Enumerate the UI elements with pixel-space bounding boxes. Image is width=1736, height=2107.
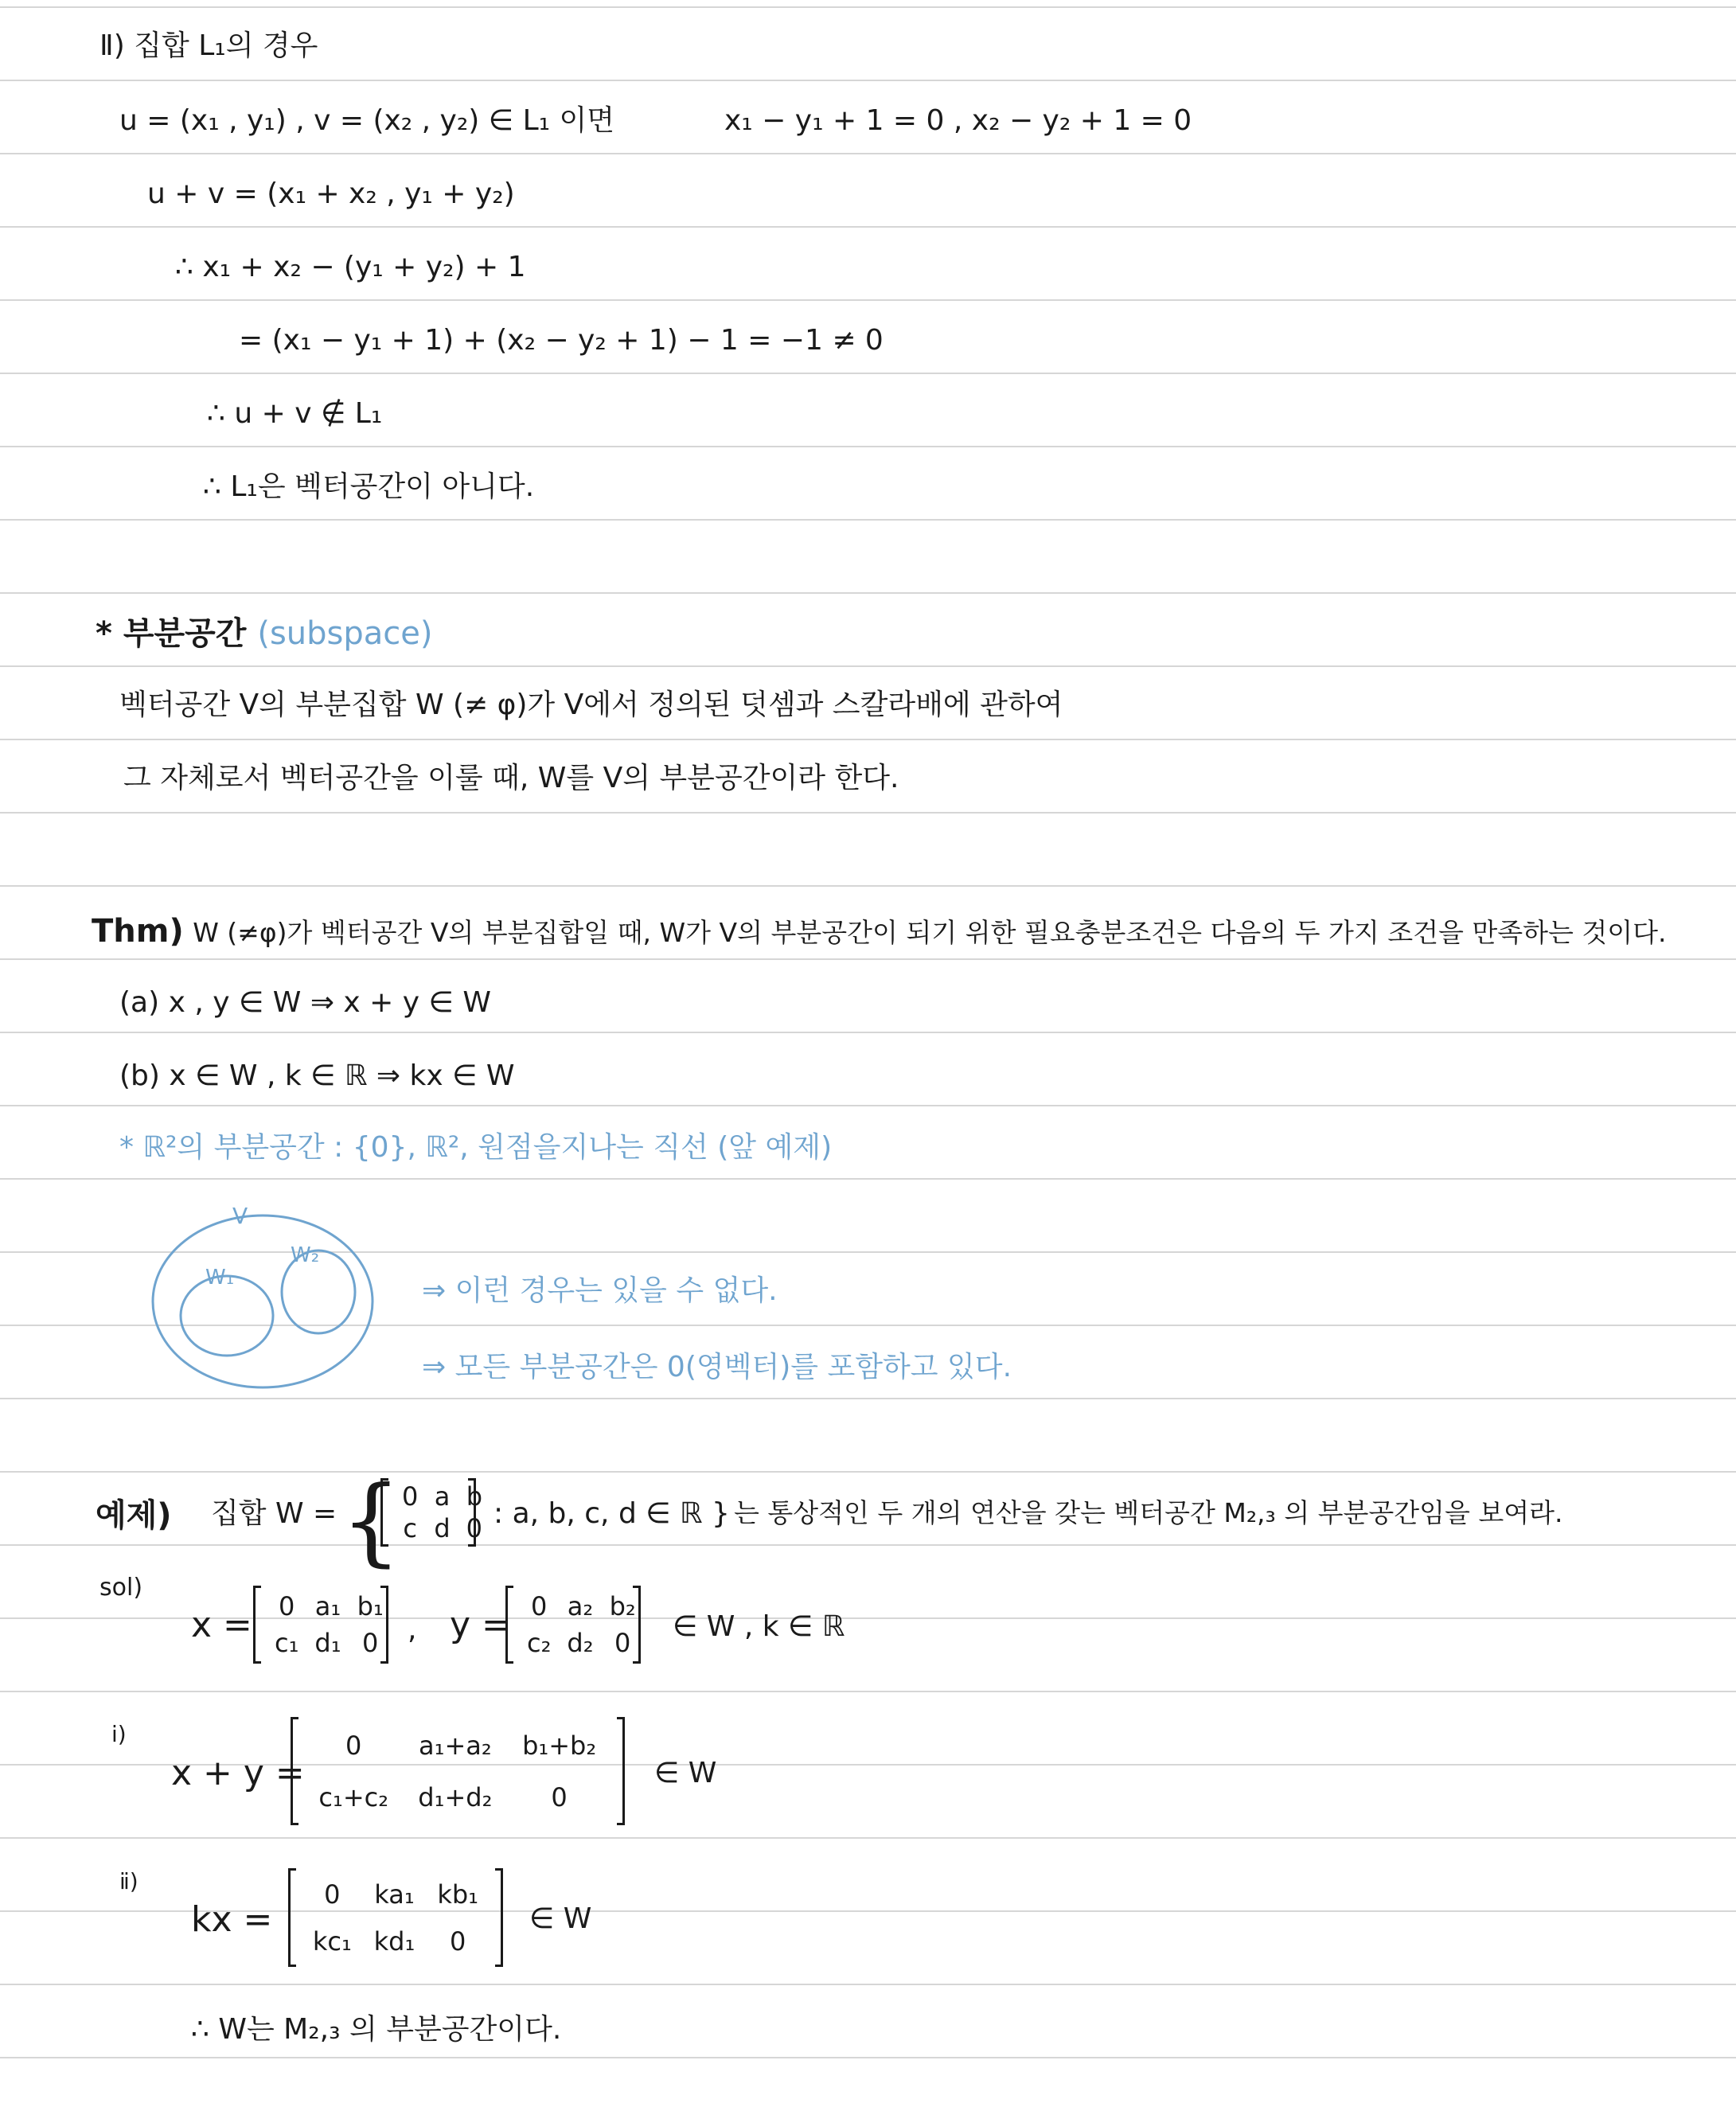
matrix-entry: b bbox=[466, 1481, 482, 1512]
matrix-entry: a₁ bbox=[314, 1591, 341, 1621]
set-v-ellipse bbox=[153, 1215, 373, 1387]
step-1-label: ⅰ) bbox=[111, 1721, 127, 1747]
matrix-entry: 0 bbox=[466, 1513, 483, 1543]
y-matrix-row bbox=[519, 1625, 644, 1661]
xy-membership: ∈ W , k ∈ ℝ bbox=[673, 1610, 845, 1643]
sum-membership: ∈ W bbox=[654, 1757, 717, 1789]
x-label: x = bbox=[191, 1605, 252, 1645]
matrix-entry: 0 bbox=[449, 1926, 466, 1957]
example-set-condition: : a, b, c, d ∈ ℝ } bbox=[493, 1497, 730, 1530]
diagram-note-1: ⇒ 이런 경우는 있을 수 없다. bbox=[422, 1274, 778, 1307]
label-w1: W₁ bbox=[205, 1266, 235, 1290]
l1-not-member: ∴ u + v ∉ L₁ bbox=[207, 397, 383, 430]
subspace-heading bbox=[96, 615, 433, 652]
matrix-entry: kb₁ bbox=[437, 1879, 478, 1910]
condition-a: (a) x , y ∈ W ⇒ x + y ∈ W bbox=[119, 986, 491, 1019]
scalar-matrix-row bbox=[302, 1871, 490, 1918]
matrix-entry: c₁ bbox=[275, 1628, 299, 1658]
xy-comma: , bbox=[408, 1613, 417, 1646]
example-set-matrix bbox=[380, 1481, 483, 1544]
sum-label: x + y = bbox=[171, 1753, 305, 1793]
matrix-entry: 0 bbox=[614, 1628, 631, 1658]
matrix-entry: 0 bbox=[531, 1591, 548, 1621]
example-set-prefix: 집합 W = bbox=[211, 1497, 337, 1530]
diagram-note-2: ⇒ 모든 부분공간은 0(영벡터)를 포함하고 있다. bbox=[422, 1351, 1012, 1383]
definition-line-1: 벡터공간 V의 부분집합 W (≠ φ)가 V에서 정의된 덧셈과 스칼라배에 관하여 bbox=[119, 689, 1063, 721]
example-statement: 는 통상적인 두 개의 연산을 갖는 벡터공간 M₂,₃ 의 부분공간임을 보여라. bbox=[734, 1497, 1563, 1528]
matrix-entry: d bbox=[434, 1513, 451, 1543]
matrix-entry: 0 bbox=[345, 1730, 362, 1761]
case-title: Ⅱ) 집합 L₁의 경우 bbox=[99, 29, 318, 62]
matrix-entry: c bbox=[403, 1513, 417, 1543]
matrix-entry: c₁+c₂ bbox=[318, 1781, 389, 1812]
matrix-entry: d₂ bbox=[567, 1628, 594, 1658]
matrix-entry: ka₁ bbox=[374, 1879, 415, 1910]
l1-given-equations: x₁ − y₁ + 1 = 0 , x₂ − y₂ + 1 = 0 bbox=[724, 104, 1192, 137]
matrix-entry: c₂ bbox=[527, 1628, 552, 1658]
matrix-entry: kc₁ bbox=[312, 1926, 352, 1957]
l1-conclusion: ∴ L₁은 벡터공간이 아니다. bbox=[203, 470, 535, 503]
x-matrix-row bbox=[267, 1625, 392, 1661]
set-matrix-row bbox=[394, 1512, 490, 1544]
y-label: y = bbox=[450, 1605, 511, 1645]
scalar-label: kx = bbox=[191, 1899, 273, 1940]
matrix-entry: 0 bbox=[402, 1481, 419, 1512]
example-conclusion: ∴ W는 M₂,₃ 의 부분공간이다. bbox=[191, 2013, 562, 2046]
scalar-matrix-row bbox=[302, 1918, 490, 1965]
matrix-entry: b₁ bbox=[357, 1591, 384, 1621]
matrix-entry: kd₁ bbox=[373, 1926, 415, 1957]
x-matrix-row bbox=[267, 1588, 392, 1625]
l1-given: u = (x₁ , y₁) , v = (x₂ , y₂) ∈ L₁ 이면 bbox=[119, 104, 615, 137]
subspace-diagram bbox=[143, 1198, 382, 1393]
set-open-brace: { bbox=[341, 1466, 402, 1577]
matrix-entry: 0 bbox=[324, 1879, 341, 1910]
matrix-entry: 0 bbox=[551, 1781, 568, 1812]
matrix-entry: b₁+b₂ bbox=[522, 1730, 597, 1761]
sum-matrix-row bbox=[304, 1771, 611, 1823]
sum-matrix bbox=[291, 1719, 625, 1823]
matrix-entry: 0 bbox=[279, 1591, 295, 1621]
theorem-label: Thm) bbox=[92, 913, 184, 950]
definition-line-2: 그 자체로서 벡터공간을 이룰 때, W를 V의 부분공간이라 한다. bbox=[123, 762, 899, 794]
label-w2: W₂ bbox=[291, 1243, 320, 1267]
scalar-matrix bbox=[288, 1871, 503, 1965]
matrix-entry: 0 bbox=[361, 1628, 379, 1658]
set-matrix-row bbox=[394, 1481, 490, 1512]
subspace-heading-en: (subspace) bbox=[257, 615, 433, 652]
y-matrix-row bbox=[519, 1588, 644, 1625]
sum-matrix-row bbox=[304, 1719, 611, 1771]
matrix-entry: a bbox=[434, 1481, 451, 1512]
example-label: 예제) bbox=[96, 1497, 172, 1534]
matrix-entry: a₂ bbox=[567, 1591, 594, 1621]
theorem bbox=[92, 913, 1667, 950]
step-2-label: ⅱ) bbox=[119, 1868, 138, 1894]
x-matrix bbox=[253, 1588, 388, 1661]
condition-b: (b) x ∈ W , k ∈ ℝ ⇒ kx ∈ W bbox=[119, 1059, 515, 1092]
r2-subspaces-note: * ℝ²의 부분공간 : {0}, ℝ², 원점을지나는 직선 (앞 예제) bbox=[119, 1131, 833, 1164]
matrix-entry: d₁ bbox=[314, 1628, 341, 1658]
scalar-membership: ∈ W bbox=[529, 1902, 592, 1935]
theorem-statement: W (≠φ)가 벡터공간 V의 부분집합일 때, W가 V의 부분공간이 되기 위한 필요충분조건은 다음의 두 가지 조건을 만족하는 것이다. bbox=[193, 917, 1667, 948]
matrix-entry: d₁+d₂ bbox=[418, 1781, 493, 1812]
l1-expansion: = (x₁ − y₁ + 1) + (x₂ − y₂ + 1) − 1 = −1 ≠ 0 bbox=[239, 324, 884, 357]
matrix-entry: b₂ bbox=[609, 1591, 636, 1621]
matrix-entry: a₁+a₂ bbox=[419, 1730, 492, 1761]
l1-sum: u + v = (x₁ + x₂ , y₁ + y₂) bbox=[147, 178, 515, 210]
solution-label: sol) bbox=[99, 1574, 143, 1602]
label-v: V bbox=[232, 1203, 248, 1229]
subspace-heading-ko: * 부분공간 bbox=[96, 615, 247, 652]
y-matrix bbox=[505, 1588, 641, 1661]
l1-therefore-line: ∴ x₁ + x₂ − (y₁ + y₂) + 1 bbox=[175, 251, 526, 283]
